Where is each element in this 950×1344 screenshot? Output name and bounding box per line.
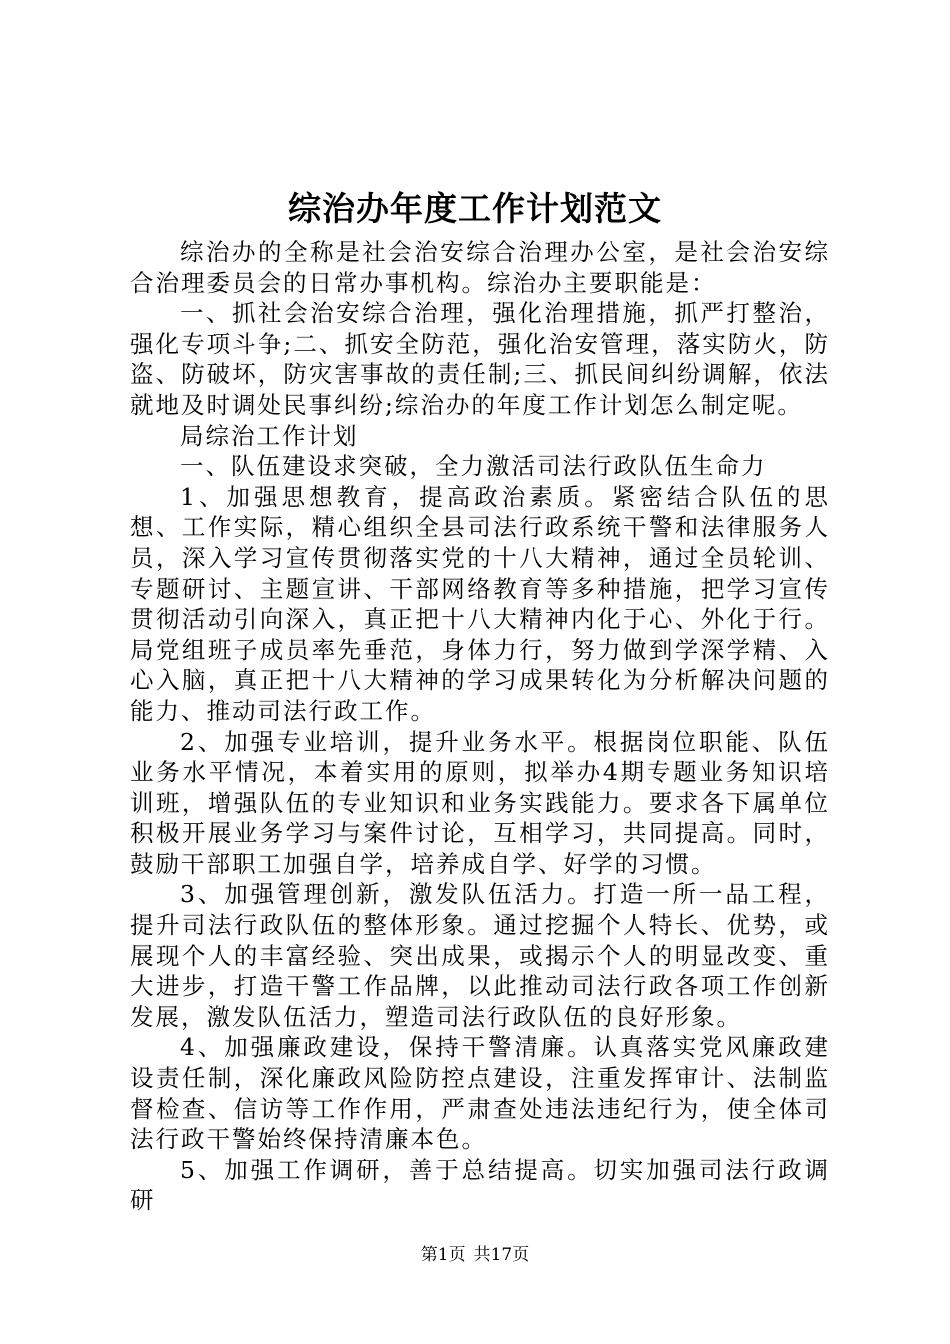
paragraph: 2、加强专业培训，提升业务水平。根据岗位职能、队伍业务水平情况，本着实用的原则，拟举办4期专题业务知识培训班，增强队伍的专业知识和业务实践能力。要求各下属单位积极开展业务学习与案件讨论，互相学习，共同提高。同时，鼓励干部职工加强自学，培养成自学、好学的习惯。 xyxy=(130,727,830,878)
document-body xyxy=(130,237,830,1216)
paragraph: 5、加强工作调研，善于总结提高。切实加强司法行政调研 xyxy=(130,1155,830,1215)
paragraph: 1、加强思想教育，提高政治素质。紧密结合队伍的思想、工作实际，精心组织全县司法行政系统干警和法律服务人员，深入学习宣传贯彻落实党的十八大精神，通过全员轮训、专题研讨、主题宣讲、干部网络教育等多种措施，把学习宣传贯彻活动引向深入，真正把十八大精神内化于心、外化于行。局党组班子成员率先垂范，身体力行，努力做到学深学精、入心入脑，真正把十八大精神的学习成果转化为分析解决问题的能力、推动司法行政工作。 xyxy=(130,482,830,725)
page-total: 共17页 xyxy=(473,1245,530,1265)
page-number: 第1页 xyxy=(420,1245,466,1265)
document-title: 综治办年度工作计划范文 xyxy=(288,189,662,228)
paragraph: 综治办的全称是社会治安综合治理办公室，是社会治安综合治理委员会的日常办事机构。综治办主要职能是： xyxy=(130,238,830,297)
page-footer xyxy=(0,1243,950,1267)
section-heading: 一、队伍建设求突破，全力激活司法行政队伍生命力 xyxy=(180,452,767,481)
paragraph: 4、加强廉政建设，保持干警清廉。认真落实党风廉政建设责任制，深化廉政风险防控点建设，注重发挥审计、法制监督检查、信访等工作作用，严肃查处违法违纪行为，使全体司法行政干警始终保持清廉本色。 xyxy=(130,1033,830,1154)
paragraph: 局综治工作计划 xyxy=(180,421,359,450)
paragraph: 3、加强管理创新，激发队伍活力。打造一所一品工程，提升司法行政队伍的整体形象。通过挖掘个人特长、优势，或展现个人的丰富经验、突出成果，或揭示个人的明显改变、重大进步，打造干警工作品牌，以此推动司法行政各项工作创新发展，激发队伍活力，塑造司法行政队伍的良好形象。 xyxy=(130,880,830,1031)
paragraph: 一、抓社会治安综合治理，强化治理措施，抓严打整治，强化专项斗争;二、抓安全防范，强化治安管理，落实防火，防盗、防破坏，防灾害事故的责任制;三、抓民间纠纷调解，依法就地及时调处民事纠纷;综治办的年度工作计划怎么制定呢。 xyxy=(130,299,830,419)
